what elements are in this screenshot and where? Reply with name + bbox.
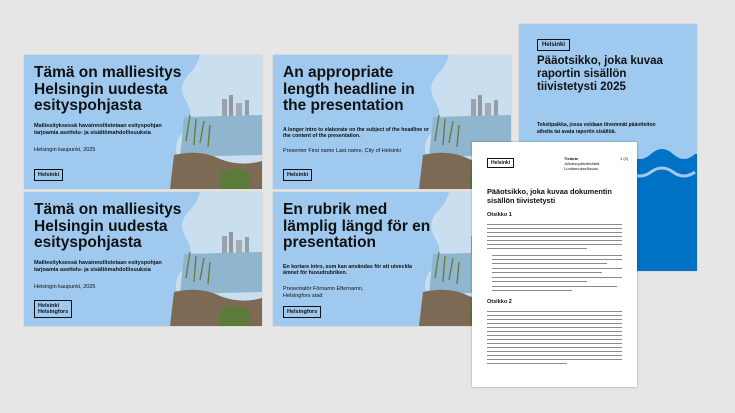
bullet-line [492, 281, 587, 282]
text-line [487, 323, 622, 324]
slide-meta-line: Helsingin kaupunki, 2025 [34, 284, 96, 290]
helsinki-logo: Helsinki [487, 158, 514, 168]
slide-subtitle: Malliesityksessä havainnollistetaan esityspohjan tarjoamia asettelu- ja sisältömahdollisuuksia [34, 123, 162, 136]
text-line [487, 232, 622, 233]
logo-line: Helsinki [38, 171, 60, 178]
text-line [487, 319, 622, 320]
text-line [487, 359, 622, 360]
text-line [487, 331, 622, 332]
helsinki-logo: Helsinki [537, 39, 570, 51]
bullet-line [492, 263, 607, 264]
heading-1: Otsikko 1 [487, 212, 512, 218]
slide-thumbnail-fi-2[interactable] [24, 192, 262, 326]
text-line [487, 224, 622, 225]
report-subtitle: Tekstipaikka, jossa voidaan tiivemmät pääotteiton aiheita tai avata raportin sisältöä. [537, 122, 656, 135]
bullet-line [492, 268, 622, 269]
text-line [487, 236, 622, 237]
text-line [487, 347, 622, 348]
publish-date: Julkaisupäivämäärä [564, 161, 600, 167]
text-line [487, 343, 622, 344]
text-line [487, 248, 587, 249]
slide-thumbnail-fi-1[interactable] [24, 55, 262, 189]
helsinki-logo [283, 169, 312, 181]
page-number: 1 (2) [620, 156, 629, 161]
text-line [487, 339, 622, 340]
slide-subtitle: Malliesityksessä havainnollistetaan esityspohjan tarjoamia asettelu- ja sisältömahdollisuuksia [34, 260, 162, 273]
text-line [487, 240, 622, 241]
slide-meta [283, 148, 401, 155]
slide-title: Tämä on malliesitys Helsingin uudesta esityspohjasta [34, 201, 182, 252]
logo-line: Helsinki [38, 302, 60, 309]
slide-meta [34, 284, 95, 291]
heading-2: Otsikko 2 [487, 299, 512, 305]
helsinki-helsingfors-logo [34, 300, 72, 318]
text-line [487, 335, 622, 336]
bullet-line [492, 277, 622, 278]
text-line [487, 363, 567, 364]
document-type: Tiedote [564, 156, 579, 161]
document-thumbnail[interactable] [472, 142, 637, 387]
slide-meta-line: Helsingin kaupunki, 2025 [34, 147, 96, 153]
slide-title: An appropriate length headline in the presentation [283, 64, 415, 115]
slide-meta-line: Presenter First name Last name, City of Helsinki [283, 148, 401, 154]
document-title: Pääotsikko, joka kuvaa dokumentin sisällön tiivistetysti [487, 187, 612, 205]
slide-title: Tämä on malliesitys Helsingin uudesta esityspohjasta [34, 64, 182, 115]
helsinki-logo [34, 169, 63, 181]
slide-meta-line: Presentatör Förnamn Efternamn, [283, 286, 364, 292]
text-line [487, 315, 622, 316]
logo-line: Helsingfors [287, 308, 318, 315]
helsingfors-logo [283, 306, 321, 318]
slide-meta-line: Helsingfors stad [283, 293, 323, 300]
bullet-line [492, 272, 602, 273]
bullet-line [492, 286, 617, 287]
text-line [487, 244, 622, 245]
slide-subtitle: En kortare intro, som kan användas för att utveckla ämnet för huvudrubriken. [283, 264, 412, 277]
slide-meta [283, 286, 363, 300]
logo-line: Helsingfors [38, 308, 69, 315]
document-meta [564, 156, 599, 172]
text-line [487, 355, 622, 356]
logo-line: Helsinki [287, 171, 309, 178]
text-line [487, 327, 622, 328]
bullet-line [492, 259, 622, 260]
text-line [487, 311, 622, 312]
text-line [487, 351, 622, 352]
slide-meta [34, 147, 95, 154]
text-line [487, 228, 622, 229]
confidentiality: Luottamuksellisuus [564, 166, 599, 172]
bullet-line [492, 255, 622, 256]
slide-subtitle: A longer intro to elaborate on the subject of the headline or the content of the presentation. [283, 127, 429, 140]
report-title: Pääotsikko, joka kuvaa raportin sisällön tiivistetysti 2025 [537, 55, 663, 94]
slide-title: En rubrik med lämplig längd för en presentation [283, 201, 431, 252]
bullet-line [492, 290, 572, 291]
